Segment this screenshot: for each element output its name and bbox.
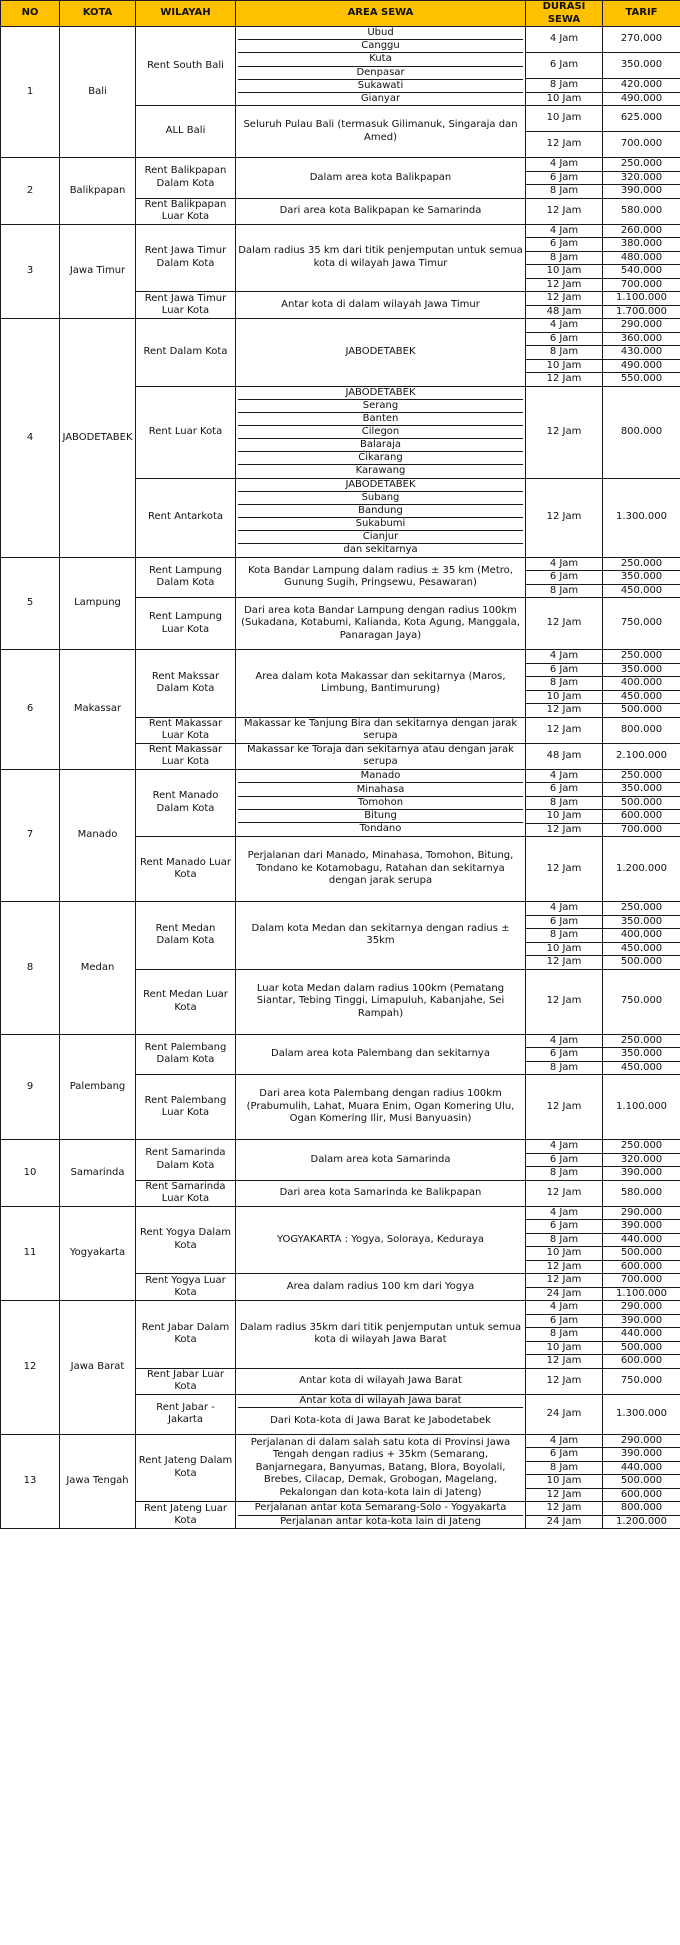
region-name: Rent Medan Dalam Kota: [136, 902, 236, 970]
header-tarif: TARIF: [603, 1, 680, 27]
area-item: Antar kota di wilayah Jawa barat: [299, 1394, 462, 1406]
area-description: Dalam area kota Balikpapan: [236, 158, 526, 199]
rate: 1.100.000: [603, 1287, 680, 1301]
duration: 8 Jam: [526, 1461, 603, 1475]
duration: 12 Jam: [526, 837, 603, 902]
header-row: [1, 1, 680, 27]
region-name: Rent Balikpapan Dalam Kota: [136, 158, 236, 199]
area-item: Ubud: [367, 27, 394, 39]
row-city: Jawa Timur: [60, 224, 136, 319]
area-list: [236, 27, 526, 106]
duration: 12 Jam: [526, 198, 603, 224]
area-description: Dari area kota Palembang dengan radius 100km (Prabumulih, Lahat, Muara Enim, Ogan Komering Ulu, Ogan Komering Ilir, Musi Banyuasin): [236, 1075, 526, 1140]
rate: 500.000: [603, 1247, 680, 1261]
duration: 6 Jam: [526, 238, 603, 252]
duration: 10 Jam: [526, 810, 603, 824]
rate: 350.000: [603, 783, 680, 797]
area-list: [236, 478, 526, 557]
row-city: Bali: [60, 27, 136, 158]
duration: 12 Jam: [526, 956, 603, 970]
duration: 4 Jam: [526, 1034, 603, 1048]
rate: 290.000: [603, 1434, 680, 1448]
duration: 6 Jam: [526, 663, 603, 677]
rate: 1.100.000: [603, 1075, 680, 1140]
rate: 440.000: [603, 1461, 680, 1475]
region-name: Rent Samarinda Luar Kota: [136, 1180, 236, 1206]
row-number: 2: [1, 158, 60, 225]
rate: 350.000: [603, 915, 680, 929]
row-number: 10: [1, 1140, 60, 1207]
rate: 260.000: [603, 224, 680, 238]
area-stack: [238, 770, 523, 835]
area-description: Kota Bandar Lampung dalam radius ± 35 km (Metro, Gunung Sugih, Pringsewu, Pesawaran): [236, 557, 526, 598]
rate: 390.000: [603, 1220, 680, 1234]
rate: 800.000: [603, 386, 680, 478]
area-item: Bandung: [238, 504, 523, 517]
table-row: [1, 158, 680, 172]
area-description: Dalam radius 35km dari titik penjemputan untuk semua kota di wilayah Jawa Barat: [236, 1301, 526, 1369]
area-item: Serang: [238, 399, 523, 412]
row-number: 5: [1, 557, 60, 650]
region-name: Rent Jawa Timur Luar Kota: [136, 292, 236, 319]
duration: 4 Jam: [526, 224, 603, 238]
duration: 12 Jam: [526, 717, 603, 743]
area-description: Dari area kota Samarinda ke Balikpapan: [236, 1180, 526, 1206]
rate: 540.000: [603, 265, 680, 279]
duration: 6 Jam: [526, 1048, 603, 1062]
region-name: Rent Yogya Luar Kota: [136, 1274, 236, 1301]
duration: 12 Jam: [526, 292, 603, 306]
rate: 320.000: [603, 1153, 680, 1167]
rate: 750.000: [603, 598, 680, 650]
area-item: Cianjur: [238, 530, 523, 543]
rate: 350.000: [603, 1048, 680, 1062]
rate: 350.000: [603, 53, 680, 79]
duration: 8 Jam: [526, 346, 603, 360]
duration: 4 Jam: [526, 769, 603, 783]
table-row: [1, 902, 680, 916]
row-number: 11: [1, 1206, 60, 1301]
area-list: [236, 769, 526, 837]
duration: 10 Jam: [526, 265, 603, 279]
table-row: [1, 224, 680, 238]
duration: 4 Jam: [526, 158, 603, 172]
area-item: Tondano: [238, 822, 523, 835]
duration: 6 Jam: [526, 1314, 603, 1328]
rate: 700.000: [603, 278, 680, 292]
rate: 450.000: [603, 942, 680, 956]
rate: 270.000: [603, 27, 680, 53]
area-description: Dalam radius 35 km dari titik penjemputan untuk semua kota di wilayah Jawa Timur: [236, 224, 526, 292]
duration: 4 Jam: [526, 1206, 603, 1220]
region-name: Rent Balikpapan Luar Kota: [136, 198, 236, 224]
row-city: Yogyakarta: [60, 1206, 136, 1301]
rate: 290.000: [603, 1301, 680, 1315]
area-description: Perjalanan di dalam salah satu kota di Provinsi Jawa Tengah dengan radius + 35km (Semarang, Banjarnegara, Banyumas, Batang, Blora, Boyolali, Brebes, Cilacap, Demak, Grobogan, Magelang, Pekalongan dan kota-kota lain di Jateng): [236, 1434, 526, 1502]
area-stack: [238, 1395, 523, 1434]
table-row: [1, 1140, 680, 1154]
rate: 250.000: [603, 158, 680, 172]
duration: 8 Jam: [526, 584, 603, 598]
region-name: Rent Yogya Dalam Kota: [136, 1206, 236, 1274]
region-name: Rent Makssar Dalam Kota: [136, 650, 236, 718]
duration: 6 Jam: [526, 1220, 603, 1234]
header-area: AREA SEWA: [236, 1, 526, 27]
area-description: Seluruh Pulau Bali (termasuk Gilimanuk, Singaraja dan Amed): [236, 106, 526, 158]
region-name: Rent Jabar Luar Kota: [136, 1368, 236, 1394]
region-name: Rent Jabar Dalam Kota: [136, 1301, 236, 1369]
rate: 800.000: [603, 1502, 680, 1516]
row-number: 8: [1, 902, 60, 1035]
rate: 1.200.000: [603, 837, 680, 902]
rate: 440.000: [603, 1233, 680, 1247]
row-number: 13: [1, 1434, 60, 1529]
area-description: Makassar ke Tanjung Bira dan sekitarnya dengan jarak serupa: [236, 717, 526, 743]
duration: 10 Jam: [526, 1341, 603, 1355]
area-item: Kuta: [238, 52, 523, 65]
duration: 12 Jam: [526, 1488, 603, 1502]
area-description: Antar kota di wilayah Jawa Barat: [236, 1368, 526, 1394]
header-durasi: DURASI SEWA: [526, 1, 603, 27]
region-name: Rent Luar Kota: [136, 386, 236, 478]
region-name: Rent Palembang Dalam Kota: [136, 1034, 236, 1075]
row-city: Jawa Barat: [60, 1301, 136, 1435]
table-row: [1, 1434, 680, 1448]
duration: 10 Jam: [526, 1475, 603, 1489]
area-item: Minahasa: [238, 782, 523, 795]
row-number: 12: [1, 1301, 60, 1435]
duration: 12 Jam: [526, 373, 603, 387]
area-description: Perjalanan dari Manado, Minahasa, Tomohon, Bitung, Tondano ke Kotamobagu, Ratahan dan sekitarnya dengan jarak serupa: [236, 837, 526, 902]
area-description: Antar kota di dalam wilayah Jawa Timur: [236, 292, 526, 319]
rate: 390.000: [603, 1314, 680, 1328]
duration: 8 Jam: [526, 796, 603, 810]
rate: 700.000: [603, 823, 680, 837]
rate: 250.000: [603, 769, 680, 783]
rate: 600.000: [603, 1488, 680, 1502]
region-name: Rent Lampung Luar Kota: [136, 598, 236, 650]
area-description: JABODETABEK: [236, 319, 526, 387]
rate: 550.000: [603, 373, 680, 387]
rate: 390.000: [603, 185, 680, 199]
rate: 250.000: [603, 1034, 680, 1048]
rate: 290.000: [603, 319, 680, 333]
rate: 500.000: [603, 704, 680, 718]
area-item: Perjalanan antar kota-kota lain di Jateng: [238, 1515, 523, 1529]
row-city: Jawa Tengah: [60, 1434, 136, 1529]
duration: 6 Jam: [526, 1448, 603, 1462]
duration: 12 Jam: [526, 823, 603, 837]
row-city: Balikpapan: [60, 158, 136, 225]
duration: 24 Jam: [526, 1287, 603, 1301]
duration: 4 Jam: [526, 27, 603, 53]
duration: 4 Jam: [526, 902, 603, 916]
area-item: Cikarang: [238, 451, 523, 464]
duration: 4 Jam: [526, 650, 603, 664]
area-item: Dari Kota-kota di Jawa Barat ke Jabodetabek: [238, 1407, 523, 1433]
rate: 500.000: [603, 796, 680, 810]
rate: 320.000: [603, 171, 680, 185]
duration: 4 Jam: [526, 1140, 603, 1154]
duration: 24 Jam: [526, 1394, 603, 1434]
table-row: [1, 1206, 680, 1220]
row-city: Makassar: [60, 650, 136, 770]
duration: 8 Jam: [526, 1061, 603, 1075]
header-kota: KOTA: [60, 1, 136, 27]
rate: 250.000: [603, 902, 680, 916]
row-number: 4: [1, 319, 60, 558]
rate: 400.000: [603, 929, 680, 943]
region-name: Rent Jabar - Jakarta: [136, 1394, 236, 1434]
header-no: NO: [1, 1, 60, 27]
rate: 750.000: [603, 969, 680, 1034]
rate: 580.000: [603, 1180, 680, 1206]
region-name: Rent Dalam Kota: [136, 319, 236, 387]
area-description: Area dalam radius 100 km dari Yogya: [236, 1274, 526, 1301]
rate: 250.000: [603, 557, 680, 571]
table-body: [1, 27, 680, 1529]
area-item: Balaraja: [238, 438, 523, 451]
region-name: Rent Antarkota: [136, 478, 236, 557]
row-number: 1: [1, 27, 60, 158]
area-list: [236, 386, 526, 478]
area-item: Sukabumi: [238, 517, 523, 530]
area-item: Perjalanan antar kota Semarang-Solo - Yogyakarta: [254, 1502, 507, 1514]
duration: 6 Jam: [526, 53, 603, 79]
region-name: Rent South Bali: [136, 27, 236, 106]
rate: 700.000: [603, 1274, 680, 1288]
area-stack: [238, 27, 523, 105]
duration: 12 Jam: [526, 278, 603, 292]
region-name: Rent Makassar Luar Kota: [136, 717, 236, 743]
rate: 500.000: [603, 1475, 680, 1489]
rate: 500.000: [603, 1341, 680, 1355]
duration: 8 Jam: [526, 79, 603, 93]
header-wilayah: WILAYAH: [136, 1, 236, 27]
row-city: Manado: [60, 769, 136, 902]
duration: 8 Jam: [526, 251, 603, 265]
duration: 12 Jam: [526, 704, 603, 718]
area-item: Canggu: [238, 39, 523, 52]
rate: 2.100.000: [603, 743, 680, 769]
area-stack: [238, 479, 523, 557]
duration: 12 Jam: [526, 598, 603, 650]
duration: 8 Jam: [526, 185, 603, 199]
area-list: [236, 1394, 526, 1434]
rate: 1.300.000: [603, 478, 680, 557]
rate: 450.000: [603, 690, 680, 704]
rate: 625.000: [603, 106, 680, 132]
duration: 10 Jam: [526, 359, 603, 373]
area-item: Cilegon: [238, 425, 523, 438]
table-row: [1, 769, 680, 783]
table-row: [1, 1034, 680, 1048]
area-item: Manado: [360, 770, 401, 782]
duration: 10 Jam: [526, 690, 603, 704]
table-row: [1, 557, 680, 571]
duration: 10 Jam: [526, 106, 603, 132]
rate: 480.000: [603, 251, 680, 265]
rate: 350.000: [603, 663, 680, 677]
duration: 12 Jam: [526, 1355, 603, 1369]
area-description: YOGYAKARTA : Yogya, Soloraya, Keduraya: [236, 1206, 526, 1274]
duration: 8 Jam: [526, 1167, 603, 1181]
region-name: Rent Manado Luar Kota: [136, 837, 236, 902]
duration: 6 Jam: [526, 171, 603, 185]
area-item: Karawang: [238, 464, 523, 477]
duration: 6 Jam: [526, 915, 603, 929]
region-name: Rent Jawa Timur Dalam Kota: [136, 224, 236, 292]
rate: 360.000: [603, 332, 680, 346]
duration: 6 Jam: [526, 783, 603, 797]
table-row: [1, 650, 680, 664]
region-name: Rent Palembang Luar Kota: [136, 1075, 236, 1140]
rate: 440.000: [603, 1328, 680, 1342]
area-item: Sukawati: [238, 79, 523, 92]
duration: 8 Jam: [526, 677, 603, 691]
duration: 4 Jam: [526, 1434, 603, 1448]
area-description: Makassar ke Toraja dan sekitarnya atau dengan jarak serupa: [236, 743, 526, 769]
rate: 600.000: [603, 1260, 680, 1274]
duration: 4 Jam: [526, 557, 603, 571]
area-item: JABODETABEK: [345, 386, 416, 398]
area-item: Bitung: [238, 809, 523, 822]
rate: 490.000: [603, 359, 680, 373]
duration: 48 Jam: [526, 305, 603, 319]
row-city: Medan: [60, 902, 136, 1035]
area-description: Dalam area kota Palembang dan sekitarnya: [236, 1034, 526, 1075]
area-item: Tomohon: [238, 796, 523, 809]
row-number: 6: [1, 650, 60, 770]
duration: 12 Jam: [526, 1075, 603, 1140]
region-name: Rent Samarinda Dalam Kota: [136, 1140, 236, 1181]
area-list: [236, 1502, 526, 1529]
duration: 12 Jam: [526, 1180, 603, 1206]
rate: 800.000: [603, 717, 680, 743]
rate: 750.000: [603, 1368, 680, 1394]
area-description: Dalam area kota Samarinda: [236, 1140, 526, 1181]
duration: 12 Jam: [526, 1368, 603, 1394]
duration: 8 Jam: [526, 929, 603, 943]
duration: 8 Jam: [526, 1328, 603, 1342]
area-item: Denpasar: [238, 66, 523, 79]
row-city: Palembang: [60, 1034, 136, 1140]
row-city: JABODETABEK: [60, 319, 136, 558]
duration: 12 Jam: [526, 386, 603, 478]
region-name: Rent Lampung Dalam Kota: [136, 557, 236, 598]
duration: 12 Jam: [526, 969, 603, 1034]
area-item: Gianyar: [238, 92, 523, 105]
rate: 400.000: [603, 677, 680, 691]
rate: 420.000: [603, 79, 680, 93]
area-description: Dari area kota Balikpapan ke Samarinda: [236, 198, 526, 224]
duration: 24 Jam: [526, 1515, 603, 1529]
area-item: dan sekitarnya: [238, 543, 523, 556]
row-city: Samarinda: [60, 1140, 136, 1207]
row-number: 7: [1, 769, 60, 902]
duration: 6 Jam: [526, 571, 603, 585]
region-name: Rent Jateng Dalam Kota: [136, 1434, 236, 1502]
duration: 6 Jam: [526, 1153, 603, 1167]
rate: 450.000: [603, 584, 680, 598]
rate: 450.000: [603, 1061, 680, 1075]
duration: 12 Jam: [526, 132, 603, 158]
duration: 12 Jam: [526, 1502, 603, 1516]
region-name: Rent Jateng Luar Kota: [136, 1502, 236, 1529]
region-name: Rent Makassar Luar Kota: [136, 743, 236, 769]
table-row: [1, 1301, 680, 1315]
rate: 600.000: [603, 810, 680, 824]
area-description: Area dalam kota Makassar dan sekitarnya (Maros, Limbung, Bantimurung): [236, 650, 526, 718]
rate: 600.000: [603, 1355, 680, 1369]
region-name: Rent Manado Dalam Kota: [136, 769, 236, 837]
region-name: Rent Medan Luar Kota: [136, 969, 236, 1034]
duration: 10 Jam: [526, 1247, 603, 1261]
area-item: Banten: [238, 412, 523, 425]
rate: 390.000: [603, 1167, 680, 1181]
row-number: 9: [1, 1034, 60, 1140]
area-item: JABODETABEK: [345, 478, 416, 490]
table-row: [1, 27, 680, 40]
area-stack: [238, 387, 523, 478]
rate: 380.000: [603, 238, 680, 252]
duration: 10 Jam: [526, 942, 603, 956]
rate: 290.000: [603, 1206, 680, 1220]
area-description: Dari area kota Bandar Lampung dengan radius 100km (Sukadana, Kotabumi, Kalianda, Kota Agung, Manggala, Panaragan Jaya): [236, 598, 526, 650]
area-stack: [238, 1502, 523, 1528]
duration: 4 Jam: [526, 1301, 603, 1315]
rate: 1.100.000: [603, 292, 680, 306]
duration: 8 Jam: [526, 1233, 603, 1247]
duration: 12 Jam: [526, 1274, 603, 1288]
rate: 350.000: [603, 571, 680, 585]
rate: 580.000: [603, 198, 680, 224]
rate: 430.000: [603, 346, 680, 360]
area-item: Subang: [238, 491, 523, 504]
rate: 500.000: [603, 956, 680, 970]
area-description: Dalam kota Medan dan sekitarnya dengan radius ± 35km: [236, 902, 526, 970]
duration: 6 Jam: [526, 332, 603, 346]
duration: 48 Jam: [526, 743, 603, 769]
row-number: 3: [1, 224, 60, 319]
rate: 250.000: [603, 1140, 680, 1154]
rate: 390.000: [603, 1448, 680, 1462]
rate: 1.200.000: [603, 1515, 680, 1529]
row-city: Lampung: [60, 557, 136, 650]
table-row: [1, 319, 680, 333]
duration: 4 Jam: [526, 319, 603, 333]
area-description: Luar kota Medan dalam radius 100km (Pematang Siantar, Tebing Tinggi, Limapuluh, Kabanjahe, Sei Rampah): [236, 969, 526, 1034]
duration: 12 Jam: [526, 478, 603, 557]
duration: 12 Jam: [526, 1260, 603, 1274]
rate: 1.300.000: [603, 1394, 680, 1434]
rate: 1.700.000: [603, 305, 680, 319]
rate: 700.000: [603, 132, 680, 158]
duration: 10 Jam: [526, 92, 603, 106]
region-name: ALL Bali: [136, 106, 236, 158]
rate: 490.000: [603, 92, 680, 106]
rate: 250.000: [603, 650, 680, 664]
